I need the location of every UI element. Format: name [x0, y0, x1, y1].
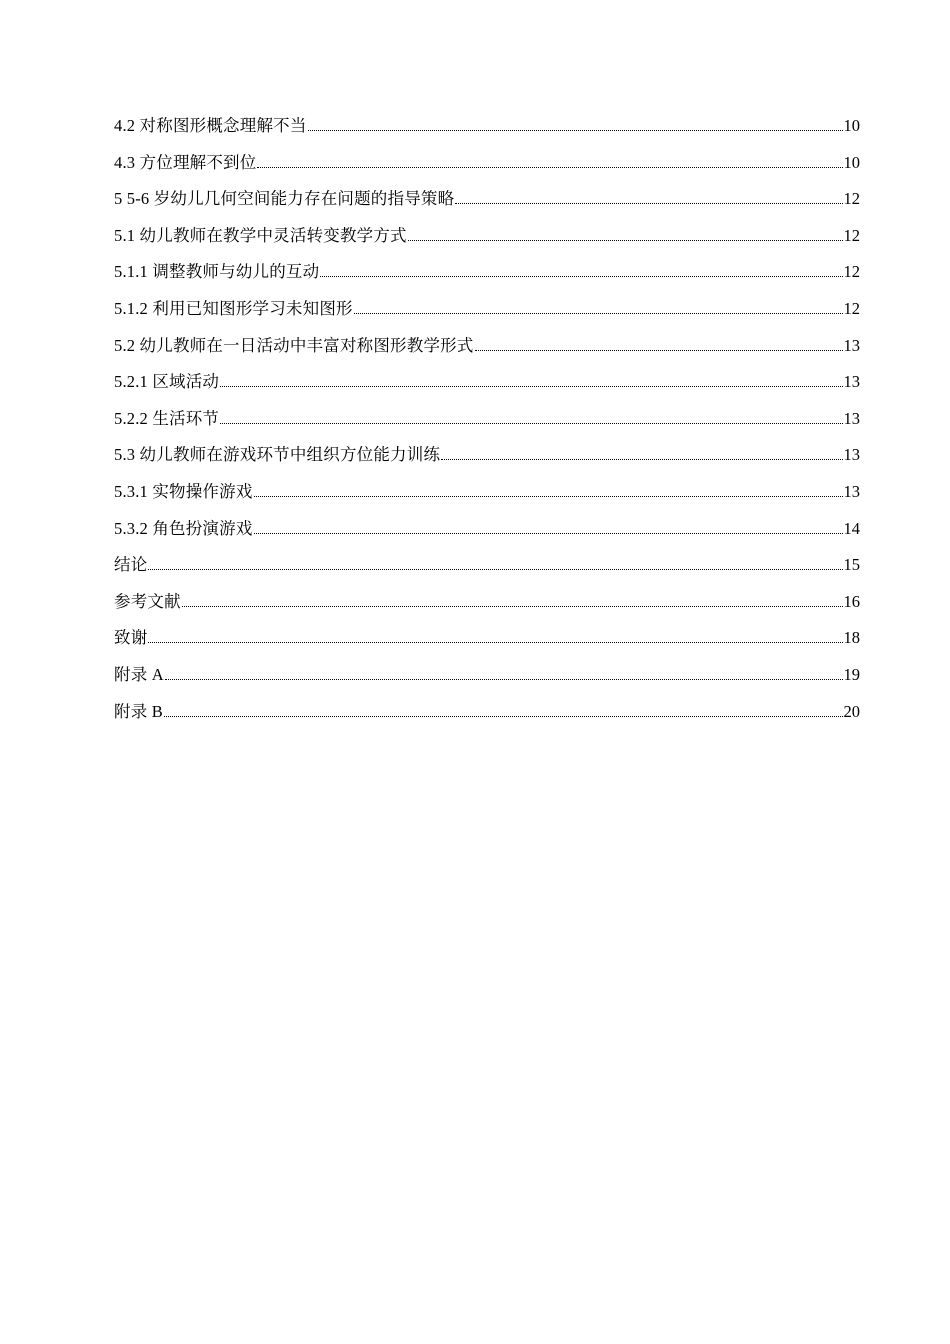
- toc-dot-leader: [320, 276, 842, 277]
- toc-entry[interactable]: [114, 407, 860, 444]
- toc-entry-title: 5.1 幼儿教师在教学中灵活转变教学方式: [114, 225, 407, 245]
- toc-entry-title: 致谢: [114, 628, 148, 648]
- toc-entry-page: 13: [843, 408, 860, 428]
- toc-entry-page: 10: [843, 152, 860, 172]
- toc-entry-title: 5.3.2 角色扮演游戏: [114, 518, 253, 538]
- toc-entry-title: 5.3 幼儿教师在游戏环节中组织方位能力训练: [114, 445, 441, 465]
- toc-entry-page: 18: [843, 628, 860, 648]
- toc-entry-page: 15: [843, 555, 860, 575]
- toc-dot-leader: [354, 313, 843, 314]
- toc-dot-leader: [148, 642, 842, 643]
- toc-entry-title: 5.1.1 调整教师与幼儿的互动: [114, 262, 320, 282]
- toc-entry-page: 12: [843, 189, 860, 209]
- toc-entry[interactable]: [114, 590, 860, 627]
- toc-dot-leader: [182, 606, 843, 607]
- toc-dot-leader: [164, 716, 843, 717]
- toc-entry[interactable]: [114, 297, 860, 334]
- toc-entry-title: 4.3 方位理解不到位: [114, 152, 257, 172]
- toc-entry-title: 参考文献: [114, 591, 181, 611]
- toc-entry-title: 5.2 幼儿教师在一日活动中丰富对称图形教学形式: [114, 335, 474, 355]
- toc-entry[interactable]: [114, 114, 860, 151]
- toc-entry-page: 13: [843, 445, 860, 465]
- toc-dot-leader: [254, 533, 843, 534]
- toc-dot-leader: [475, 350, 843, 351]
- table-of-contents: [114, 114, 860, 736]
- toc-entry[interactable]: [114, 517, 860, 554]
- toc-entry-page: 13: [843, 372, 860, 392]
- toc-entry[interactable]: [114, 187, 860, 224]
- toc-dot-leader: [408, 240, 843, 241]
- toc-entry-title: 结论: [114, 555, 148, 575]
- toc-entry-page: 19: [843, 664, 860, 684]
- toc-dot-leader: [254, 496, 843, 497]
- toc-entry-title: 附录 B: [114, 701, 163, 721]
- toc-entry-page: 12: [843, 262, 860, 282]
- toc-dot-leader: [441, 459, 842, 460]
- toc-entry[interactable]: [114, 224, 860, 261]
- toc-entry-page: 16: [843, 591, 860, 611]
- toc-entry-page: 13: [843, 481, 860, 501]
- toc-entry[interactable]: [114, 480, 860, 517]
- toc-entry[interactable]: [114, 260, 860, 297]
- toc-entry-title: 5 5-6 岁幼儿几何空间能力存在问题的指导策略: [114, 189, 455, 209]
- toc-entry[interactable]: [114, 370, 860, 407]
- toc-entry-title: 5.3.1 实物操作游戏: [114, 481, 253, 501]
- toc-entry[interactable]: [114, 626, 860, 663]
- toc-entry-page: 12: [843, 298, 860, 318]
- toc-entry-page: 14: [843, 518, 860, 538]
- toc-entry-title: 5.2.2 生活环节: [114, 408, 220, 428]
- toc-entry-page: 10: [843, 116, 860, 135]
- toc-dot-leader: [455, 203, 842, 204]
- toc-dot-leader: [165, 679, 843, 680]
- toc-entry-title: 附录 A: [114, 664, 164, 684]
- toc-entry-title: 5.2.1 区域活动: [114, 372, 220, 392]
- toc-entry[interactable]: [114, 334, 860, 371]
- toc-entry[interactable]: [114, 553, 860, 590]
- toc-entry[interactable]: [114, 700, 860, 737]
- toc-entry[interactable]: [114, 151, 860, 188]
- toc-dot-leader: [308, 130, 843, 131]
- toc-entry[interactable]: [114, 443, 860, 480]
- toc-dot-leader: [220, 386, 842, 387]
- toc-entry-title: 5.1.2 利用已知图形学习未知图形: [114, 298, 353, 318]
- toc-entry-page: 13: [843, 335, 860, 355]
- toc-dot-leader: [220, 423, 842, 424]
- toc-dot-leader: [148, 569, 842, 570]
- toc-entry-page: 20: [843, 701, 860, 721]
- toc-dot-leader: [257, 167, 842, 168]
- toc-entry-title: 4.2 对称图形概念理解不当: [114, 116, 307, 135]
- toc-entry-page: 12: [843, 225, 860, 245]
- toc-entry[interactable]: [114, 663, 860, 700]
